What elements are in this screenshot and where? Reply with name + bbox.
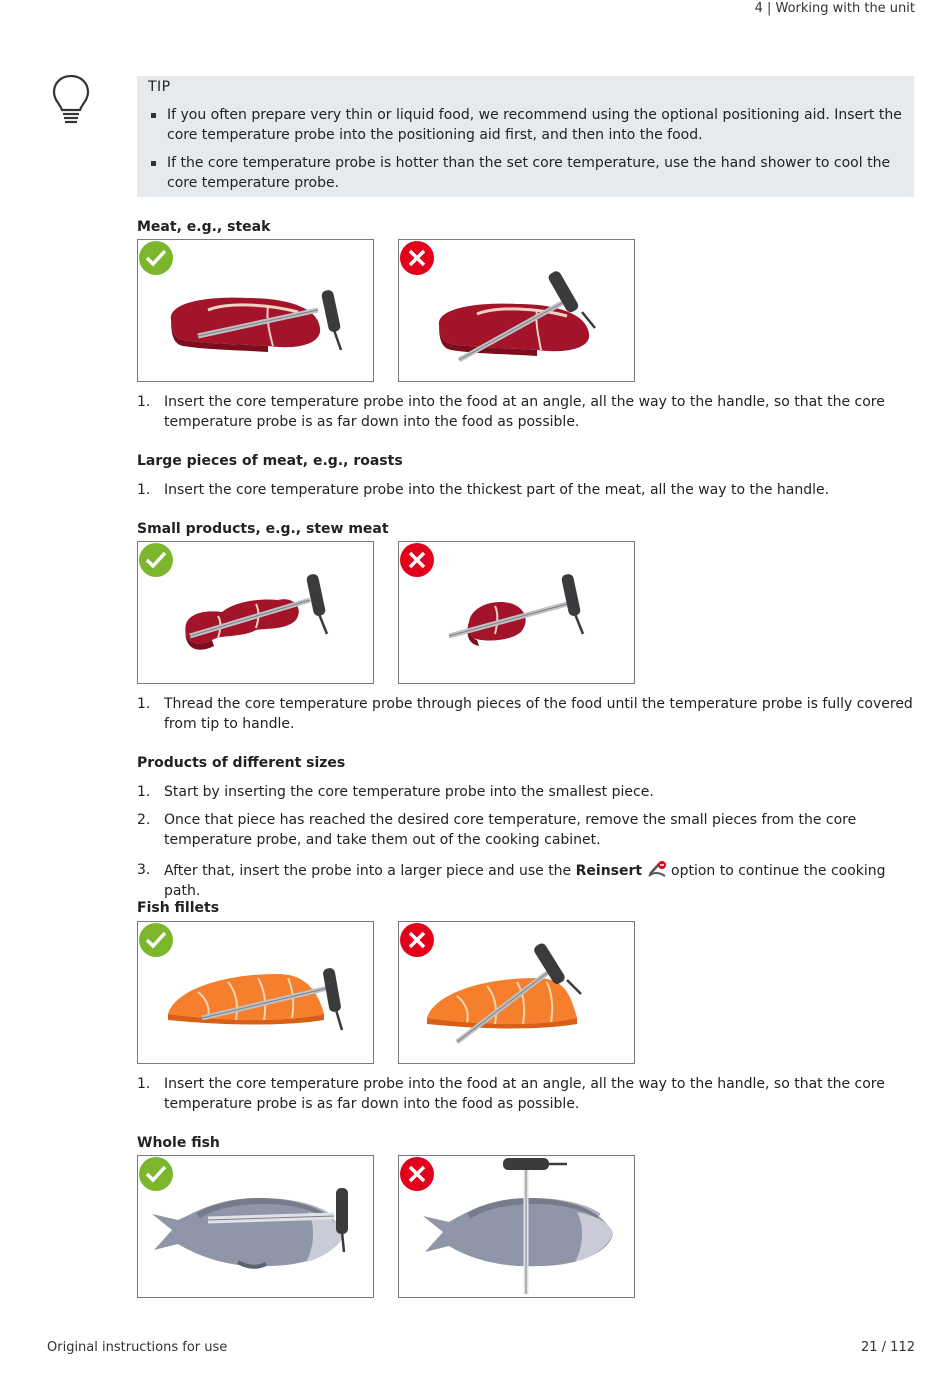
footer-doc-title: Original instructions for use	[47, 1340, 228, 1355]
section-heading: Large pieces of meat, e.g., roasts	[137, 453, 403, 469]
image-steak-correct	[137, 239, 374, 382]
instruction-step	[137, 694, 917, 734]
image-fillet-wrong	[398, 921, 635, 1064]
x-circle-icon	[399, 240, 435, 276]
instruction-step	[137, 480, 917, 500]
section-heading: Small products, e.g., stew meat	[137, 521, 389, 537]
x-circle-icon	[399, 1156, 435, 1192]
step-number: 1.	[137, 696, 151, 712]
section-heading: Meat, e.g., steak	[137, 219, 271, 235]
step-text: Insert the core temperature probe into the thickest part of the meat, all the way to the handle.	[164, 482, 830, 498]
image-wholefish-wrong	[398, 1155, 635, 1298]
instruction-step	[137, 782, 917, 802]
step-number: 1.	[137, 1076, 151, 1092]
reinsert-label: Reinsert	[575, 863, 643, 879]
check-circle-icon	[138, 542, 174, 578]
tip-box	[137, 76, 914, 197]
image-stew-correct	[137, 541, 374, 684]
section-heading: Fish fillets	[137, 900, 220, 916]
image-stew-wrong	[398, 541, 635, 684]
step-number: 1.	[137, 784, 151, 800]
check-circle-icon	[138, 1156, 174, 1192]
instruction-step	[137, 810, 917, 850]
instruction-step	[137, 860, 917, 901]
step-text: Insert the core temperature probe into the food at an angle, all the way to the handle, so that the core temperature probe is as far down into the food as possible.	[164, 1076, 885, 1112]
reinsert-icon	[647, 860, 667, 878]
section-heading: Whole fish	[137, 1135, 220, 1151]
instruction-step	[137, 392, 917, 432]
section-heading: Products of different sizes	[137, 755, 346, 771]
image-fillet-correct	[137, 921, 374, 1064]
tip-title: TIP	[148, 79, 171, 95]
x-circle-icon	[399, 922, 435, 958]
x-circle-icon	[399, 542, 435, 578]
step-text: Insert the core temperature probe into the food at an angle, all the way to the handle, so that the core temperature probe is as far down into the food as possible.	[164, 394, 885, 430]
instruction-step	[137, 1074, 917, 1114]
step-text: After that, insert the probe into a larger piece and use the Reinsert option to continue the cooking path.	[164, 860, 917, 901]
step-number: 1.	[137, 394, 151, 410]
step-number: 3.	[137, 862, 151, 878]
lightbulb-icon	[50, 72, 92, 128]
step-text: Once that piece has reached the desired core temperature, remove the small pieces from the core temperature probe, and take them out of the cooking cabinet.	[164, 812, 857, 848]
image-wholefish-correct	[137, 1155, 374, 1298]
step-number: 1.	[137, 482, 151, 498]
page-header: 4 | Working with the unit	[754, 1, 915, 16]
step-text: Thread the core temperature probe through pieces of the food until the temperature probe is fully covered from tip to handle.	[164, 696, 913, 732]
step-number: 2.	[137, 812, 151, 828]
tip-item: If the core temperature probe is hotter than the set core temperature, use the hand shower to cool the core temperature probe.	[167, 153, 902, 193]
step-text: Start by inserting the core temperature probe into the smallest piece.	[164, 784, 654, 800]
page-number: 21 / 112	[861, 1340, 915, 1355]
check-circle-icon	[138, 922, 174, 958]
tip-item: If you often prepare very thin or liquid food, we recommend using the optional positioning aid. Insert the core temperature probe into the positioning aid first, and then into the food.	[167, 107, 902, 143]
check-circle-icon	[138, 240, 174, 276]
image-steak-wrong	[398, 239, 635, 382]
